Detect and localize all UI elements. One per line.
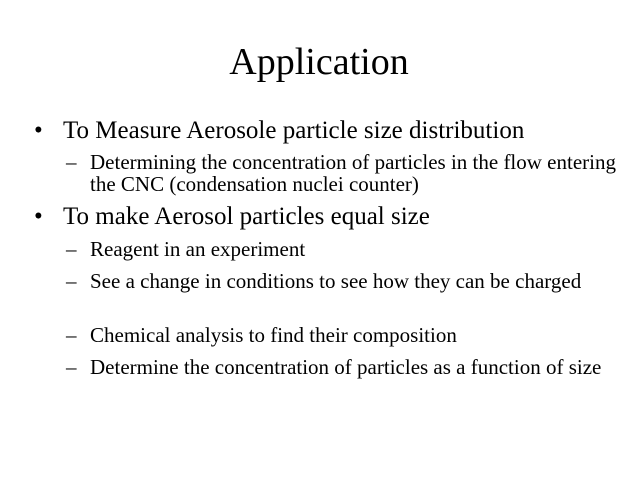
bullet-marker: •: [34, 117, 43, 144]
slide-title: Application: [229, 41, 409, 83]
bullet-text: To make Aerosol particles equal size: [63, 203, 430, 230]
sub-bullet-text: See a change in conditions to see how they can be charged: [90, 269, 582, 293]
sub-bullet-text: Reagent in an experiment: [90, 237, 306, 261]
sub-bullet-text: Chemical analysis to find their composition: [90, 323, 457, 347]
sub-bullet-marker: –: [66, 355, 77, 379]
sub-bullet-marker: –: [66, 237, 77, 261]
bullet-text: To Measure Aerosole particle size distribution: [63, 117, 525, 144]
sub-bullet-marker: –: [66, 269, 77, 293]
sub-bullet-text: Determine the concentration of particles as a function of size: [90, 355, 602, 379]
sub-bullet-marker: –: [66, 323, 77, 347]
sub-bullet-text: Determining the concentration of particles in the flow entering the CNC (condensation nuclei counter): [90, 150, 616, 196]
bullet-marker: •: [34, 203, 43, 230]
sub-bullet-marker: –: [66, 150, 77, 174]
